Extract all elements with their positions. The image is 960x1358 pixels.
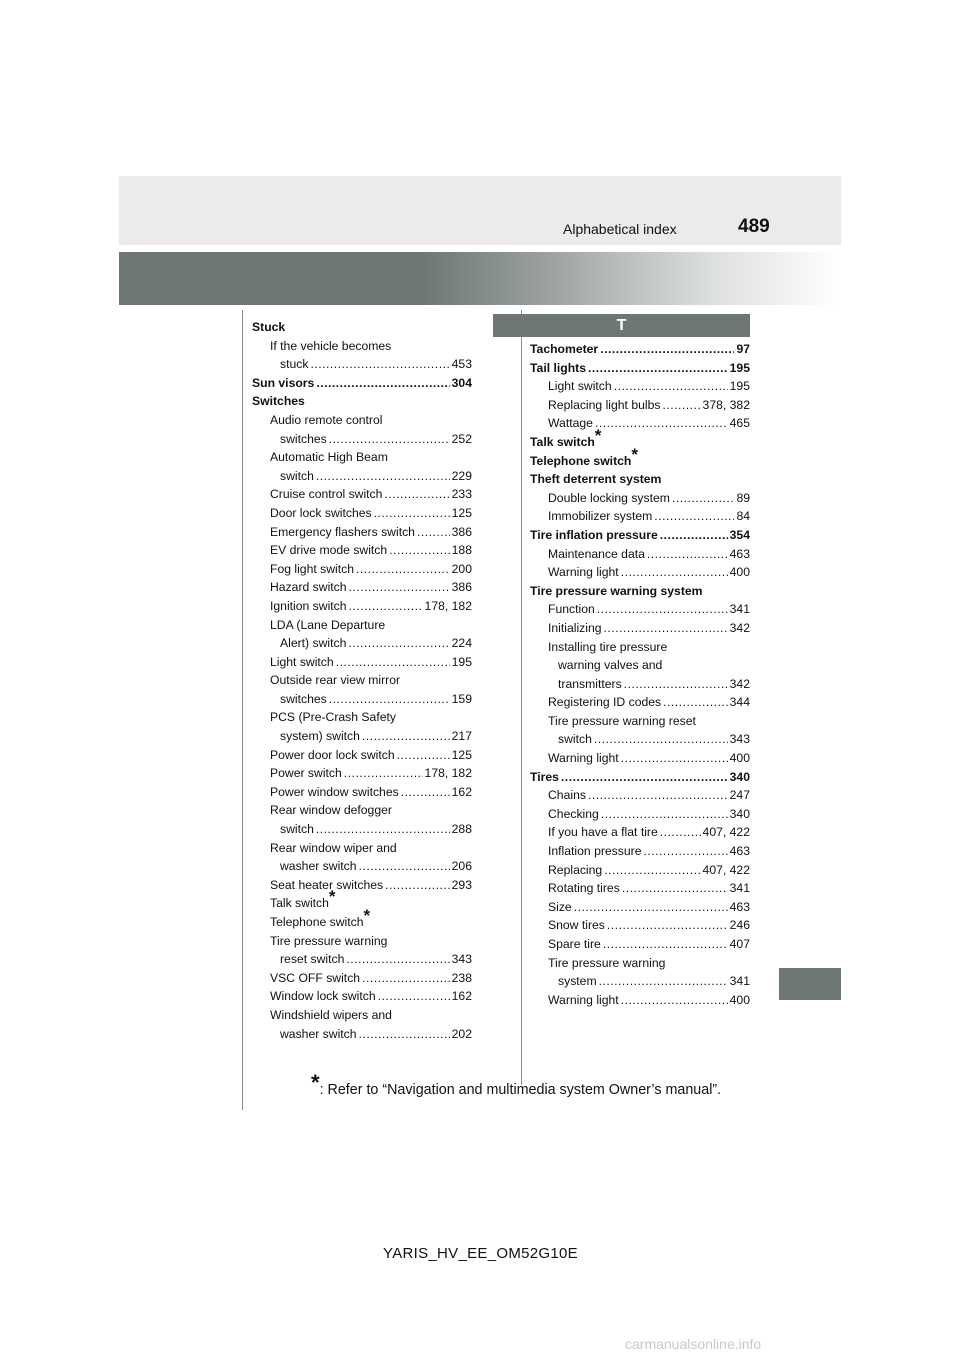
index-subheading xyxy=(530,712,750,731)
index-entry-label: Tire pressure warning system xyxy=(530,583,703,598)
index-entry-label: washer switch xyxy=(280,1026,357,1041)
index-entry-page: 195 xyxy=(451,654,472,669)
dot-leader xyxy=(660,823,701,842)
index-entry-label: Tachometer xyxy=(530,342,599,356)
index-entry-label: Double locking system xyxy=(548,490,670,505)
index-entry-page: 125 xyxy=(451,747,472,762)
index-entry-label: Outside rear view mirror xyxy=(270,673,401,688)
dot-leader xyxy=(378,987,450,1006)
footnote-asterisk: * xyxy=(328,887,336,907)
index-entry xyxy=(530,600,750,619)
dot-leader xyxy=(359,1025,450,1044)
index-entry-label: stuck xyxy=(280,357,309,372)
index-subheading xyxy=(252,839,472,858)
index-subheading xyxy=(252,337,472,356)
dot-leader xyxy=(359,857,450,876)
dot-leader xyxy=(603,935,728,954)
document-code: YARIS_HV_EE_OM52G10E xyxy=(383,1245,578,1262)
index-entry xyxy=(252,523,472,542)
index-subheading xyxy=(252,411,472,430)
index-entry-page: 354 xyxy=(729,527,750,542)
dot-leader xyxy=(574,898,728,917)
index-entry-page: 465 xyxy=(729,416,750,431)
index-entry-page: 463 xyxy=(729,546,750,561)
dot-leader xyxy=(622,879,728,898)
index-entry xyxy=(530,972,750,991)
index-entry-label: Power switch xyxy=(270,766,342,781)
section-title: Alphabetical index xyxy=(563,221,677,237)
index-entry-page: 400 xyxy=(729,565,750,580)
dot-leader xyxy=(384,485,449,504)
index-entry-label: Sun visors xyxy=(252,375,315,390)
index-entry-page: 407 xyxy=(729,937,750,951)
page-number: 489 xyxy=(738,216,770,237)
index-subheading xyxy=(252,671,472,690)
index-entry-label: Inflation pressure xyxy=(548,844,642,859)
index-entry-page: 162 xyxy=(451,784,472,799)
index-entry-label: Light switch xyxy=(548,379,612,394)
index-entry-label: Maintenance data xyxy=(548,546,645,561)
index-entry-page: 125 xyxy=(451,505,472,520)
index-entry-page: 400 xyxy=(729,992,750,1007)
index-entry-page: 252 xyxy=(451,431,472,446)
footnote-asterisk: * xyxy=(311,1070,320,1095)
index-subheading xyxy=(252,906,472,932)
dot-leader xyxy=(644,842,728,861)
index-entry-label: Telephone switch xyxy=(270,915,364,929)
index-entry xyxy=(252,597,472,616)
index-entry-label: If the vehicle becomes xyxy=(270,338,392,353)
footnote-text: : Refer to “Navigation and multimedia system Owner’s manual”. xyxy=(319,1082,722,1098)
index-entry xyxy=(530,991,750,1010)
index-entry-page: 463 xyxy=(729,899,750,914)
index-entry xyxy=(530,693,750,712)
index-entry-label: Tire pressure warning reset xyxy=(548,713,696,728)
index-entry-page: 340 xyxy=(729,769,750,784)
index-entry xyxy=(530,489,750,508)
index-entry-page: 233 xyxy=(451,487,472,502)
index-entry-label: Tire pressure warning xyxy=(548,955,666,970)
index-entry-page: 238 xyxy=(451,970,472,985)
index-subheading xyxy=(252,887,472,913)
index-entry-label: washer switch xyxy=(280,859,357,874)
index-entry-page: 162 xyxy=(451,989,472,1004)
index-entry-label: Talk switch xyxy=(270,896,329,911)
index-entry-page: 246 xyxy=(729,918,750,933)
dot-leader xyxy=(601,805,728,824)
index-entry-label: Ignition switch xyxy=(270,598,347,613)
index-entry-label: system xyxy=(558,974,597,989)
dot-leader xyxy=(362,727,450,746)
index-entry-page: 229 xyxy=(451,468,472,483)
index-entry-label: Stuck xyxy=(252,320,286,334)
index-entry-page: 343 xyxy=(729,732,750,747)
index-entry-page: 247 xyxy=(729,788,750,803)
index-entry-page: 195 xyxy=(729,360,750,375)
left-margin-rule xyxy=(242,310,243,1110)
dot-leader xyxy=(356,560,450,579)
footnote-asterisk: * xyxy=(363,906,371,925)
index-entry xyxy=(252,876,472,895)
index-entry-page: 341 xyxy=(729,602,750,617)
index-entry xyxy=(252,653,472,672)
index-entry-label: Chains xyxy=(548,788,586,803)
index-entry-label: Tail lights xyxy=(530,360,586,375)
dot-leader xyxy=(346,950,449,969)
dot-leader xyxy=(349,578,450,597)
index-entry-page: 453 xyxy=(451,357,472,372)
dot-leader xyxy=(595,414,728,433)
dot-leader xyxy=(561,768,728,787)
index-subheading xyxy=(252,708,472,727)
index-entry xyxy=(252,690,472,709)
index-entry-page: 400 xyxy=(729,751,750,766)
dot-leader xyxy=(329,690,450,709)
index-entry-label: Window lock switch xyxy=(270,989,376,1004)
index-entry-page: 224 xyxy=(451,636,472,651)
index-entry-page: 344 xyxy=(729,695,750,710)
index-entry xyxy=(530,675,750,694)
index-subheading xyxy=(252,801,472,820)
index-entry xyxy=(530,861,750,880)
index-entry xyxy=(530,805,750,824)
index-entry xyxy=(252,727,472,746)
index-entry xyxy=(252,485,472,504)
dot-leader xyxy=(310,355,449,374)
index-entry xyxy=(530,545,750,564)
index-entry-page: 293 xyxy=(451,877,472,892)
index-entry-label: If you have a flat tire xyxy=(548,825,658,840)
index-entry-label: Snow tires xyxy=(548,918,605,933)
dot-leader xyxy=(362,969,450,988)
index-entry xyxy=(530,507,750,526)
index-entry-label: Automatic High Beam xyxy=(270,450,388,465)
dot-leader xyxy=(600,340,734,359)
index-entry-page: 463 xyxy=(729,844,750,859)
index-entry-label: transmitters xyxy=(558,676,622,691)
footnote-asterisk: * xyxy=(594,425,602,445)
index-entry xyxy=(530,414,750,433)
dot-leader xyxy=(588,786,728,805)
index-entry xyxy=(252,950,472,969)
dot-leader xyxy=(604,861,700,880)
column-divider xyxy=(521,310,522,1085)
chapter-band xyxy=(119,252,841,305)
index-entry xyxy=(530,396,750,415)
index-entry xyxy=(530,377,750,396)
index-entry-label: Talk switch xyxy=(530,434,595,449)
dot-leader xyxy=(316,374,449,393)
index-entry xyxy=(252,783,472,802)
dot-leader xyxy=(607,916,728,935)
index-entry-page: 200 xyxy=(451,561,472,576)
index-subheading xyxy=(530,656,750,675)
index-subheading xyxy=(252,932,472,951)
dot-leader xyxy=(621,749,728,768)
index-entry xyxy=(530,916,750,935)
index-entry xyxy=(252,541,472,560)
dot-leader xyxy=(624,675,728,694)
index-entry-label: reset switch xyxy=(280,952,345,967)
index-subheading xyxy=(530,582,750,601)
index-entry-page: 159 xyxy=(451,691,472,706)
index-entry-label: Power door lock switch xyxy=(270,747,395,762)
index-entry xyxy=(530,526,750,545)
index-heading xyxy=(252,392,472,411)
index-entry-page: 178, 182 xyxy=(424,766,472,781)
index-entry-label: Rear window wiper and xyxy=(270,840,397,855)
index-entry-label: Seat heater switches xyxy=(270,877,384,892)
index-entry-label: Light switch xyxy=(270,654,334,669)
index-entry-label: Telephone switch xyxy=(530,453,632,468)
index-entry xyxy=(252,467,472,486)
index-entry-label: Replacing light bulbs xyxy=(548,397,661,412)
index-entry-page: 407, 422 xyxy=(702,862,750,877)
index-entry-label: system) switch xyxy=(280,729,360,744)
index-entry-label: Rotating tires xyxy=(548,881,620,896)
index-entry-label: switch xyxy=(280,468,314,483)
index-subheading xyxy=(530,470,750,489)
index-entry-label: Replacing xyxy=(548,862,603,877)
index-entry-page: 304 xyxy=(451,375,472,390)
index-entry-page: 84 xyxy=(736,509,750,524)
index-entry-label: Warning light xyxy=(548,992,619,1007)
index-entry-label: Power window switches xyxy=(270,784,399,799)
index-entry xyxy=(530,730,750,749)
dot-leader xyxy=(647,545,728,564)
index-entry-label: Warning light xyxy=(548,751,619,766)
index-entry-label: Tire inflation pressure xyxy=(530,527,658,542)
index-entry-page: 188 xyxy=(451,543,472,558)
footnote-asterisk: * xyxy=(631,444,638,464)
dot-leader xyxy=(604,619,728,638)
index-entry-label: Warning light xyxy=(548,565,619,580)
index-entry-page: 288 xyxy=(451,822,472,837)
index-entry-page: 342 xyxy=(729,676,750,691)
index-entry-page: 342 xyxy=(729,620,750,635)
index-heading xyxy=(252,318,472,337)
header-band xyxy=(119,176,841,245)
index-entry-page: 97 xyxy=(736,342,750,356)
index-entry-label: switch xyxy=(280,822,314,837)
dot-leader xyxy=(660,526,728,545)
index-entry-label: Tire pressure warning xyxy=(270,933,388,948)
dot-leader xyxy=(374,504,450,523)
index-entry-label: switches xyxy=(280,431,327,446)
dot-leader xyxy=(397,746,450,765)
index-entry-label: Registering ID codes xyxy=(548,695,662,710)
index-entry-label: Function xyxy=(548,602,595,617)
index-entry-label: Alert) switch xyxy=(280,636,347,651)
index-entry-label: Switches xyxy=(252,394,305,409)
dot-leader xyxy=(614,377,728,396)
index-entry-label: Initializing xyxy=(548,620,602,635)
index-entry-label: Size xyxy=(548,899,572,914)
index-entry-label: Rear window defogger xyxy=(270,803,392,818)
index-entry-page: 89 xyxy=(736,490,750,505)
index-entry-label: Theft deterrent system xyxy=(530,472,662,487)
index-entry xyxy=(530,340,750,359)
index-entry-label: Audio remote control xyxy=(270,412,383,427)
index-column-left xyxy=(252,318,472,1043)
dot-leader xyxy=(621,991,728,1010)
index-entry xyxy=(252,430,472,449)
index-entry-label: Wattage xyxy=(548,416,593,431)
index-entry-label: switch xyxy=(558,732,592,747)
index-entry xyxy=(252,355,472,374)
footnote xyxy=(311,1070,722,1098)
index-entry xyxy=(530,823,750,842)
index-entry xyxy=(530,749,750,768)
index-entry-page: 407, 422 xyxy=(702,825,750,840)
index-entry-label: switches xyxy=(280,691,327,706)
index-entry xyxy=(252,504,472,523)
dot-leader xyxy=(344,764,423,783)
index-entry-page: 195 xyxy=(729,379,750,394)
index-subheading xyxy=(252,1006,472,1025)
index-entry xyxy=(252,820,472,839)
index-entry-page: 341 xyxy=(729,881,750,896)
index-entry xyxy=(252,634,472,653)
index-entry xyxy=(530,619,750,638)
index-entry-label: Immobilizer system xyxy=(548,509,653,524)
index-entry xyxy=(530,879,750,898)
index-entry-label: VSC OFF switch xyxy=(270,970,361,985)
index-entry-label: Cruise control switch xyxy=(270,487,383,502)
index-entry xyxy=(252,969,472,988)
index-entry-label: Door lock switches xyxy=(270,505,372,520)
index-entry-page: 343 xyxy=(451,952,472,967)
dot-leader xyxy=(654,507,734,526)
dot-leader xyxy=(349,597,423,616)
index-entry xyxy=(252,374,472,393)
index-entry-page: 341 xyxy=(729,974,750,989)
dot-leader xyxy=(329,430,450,449)
index-entry-label: Windshield wipers and xyxy=(270,1007,392,1022)
index-entry xyxy=(252,578,472,597)
dot-leader xyxy=(599,972,728,991)
index-subheading xyxy=(252,448,472,467)
index-subheading xyxy=(530,954,750,973)
index-entry-label: Checking xyxy=(548,806,599,821)
index-entry-label: EV drive mode switch xyxy=(270,543,388,558)
dot-leader xyxy=(336,653,450,672)
index-entry xyxy=(530,786,750,805)
index-entry xyxy=(252,746,472,765)
index-entry-label: Hazard switch xyxy=(270,580,347,595)
index-entry-label: Installing tire pressure xyxy=(548,639,668,654)
index-entry-label: LDA (Lane Departure xyxy=(270,617,386,632)
dot-leader xyxy=(316,467,450,486)
index-entry-page: 386 xyxy=(451,580,472,595)
dot-leader xyxy=(385,876,450,895)
dot-leader xyxy=(663,693,728,712)
index-entry xyxy=(252,1025,472,1044)
index-entry-label: Emergency flashers switch xyxy=(270,524,415,539)
dot-leader xyxy=(401,783,450,802)
index-entry xyxy=(530,935,750,954)
dot-leader xyxy=(672,489,735,508)
index-entry xyxy=(252,987,472,1006)
index-subheading xyxy=(252,616,472,635)
index-entry xyxy=(530,898,750,917)
dot-leader xyxy=(594,730,728,749)
dot-leader xyxy=(389,541,449,560)
dot-leader xyxy=(588,359,728,378)
dot-leader xyxy=(316,820,450,839)
index-entry-label: Tires xyxy=(530,769,559,784)
index-entry xyxy=(252,764,472,783)
index-entry-label: Fog light switch xyxy=(270,561,354,576)
dot-leader xyxy=(662,396,700,415)
letter-header-t: T xyxy=(493,314,750,337)
index-entry xyxy=(252,560,472,579)
index-entry xyxy=(530,842,750,861)
index-entry-page: 217 xyxy=(451,729,472,744)
index-entry xyxy=(530,359,750,378)
index-entry-label: warning valves and xyxy=(558,658,663,673)
index-entry xyxy=(252,857,472,876)
index-entry-label: PCS (Pre-Crash Safety xyxy=(270,710,396,725)
index-entry-page: 378, 382 xyxy=(702,397,750,412)
index-entry xyxy=(530,563,750,582)
watermark: carmanualsonline.info xyxy=(625,1336,762,1352)
thumb-index-tab xyxy=(779,968,841,1000)
index-subheading xyxy=(530,638,750,657)
index-subheading xyxy=(530,425,750,452)
dot-leader xyxy=(597,600,728,619)
index-entry-label: Spare tire xyxy=(548,937,601,951)
dot-leader xyxy=(417,523,450,542)
dot-leader xyxy=(348,634,449,653)
index-entry xyxy=(530,768,750,787)
index-entry-page: 206 xyxy=(451,859,472,874)
index-entry-page: 178, 182 xyxy=(424,598,472,613)
index-column-right xyxy=(530,340,750,1009)
index-entry-page: 340 xyxy=(729,806,750,821)
dot-leader xyxy=(621,563,728,582)
index-entry-page: 386 xyxy=(451,524,472,539)
index-subheading xyxy=(530,444,750,471)
index-entry-page: 202 xyxy=(451,1026,472,1041)
